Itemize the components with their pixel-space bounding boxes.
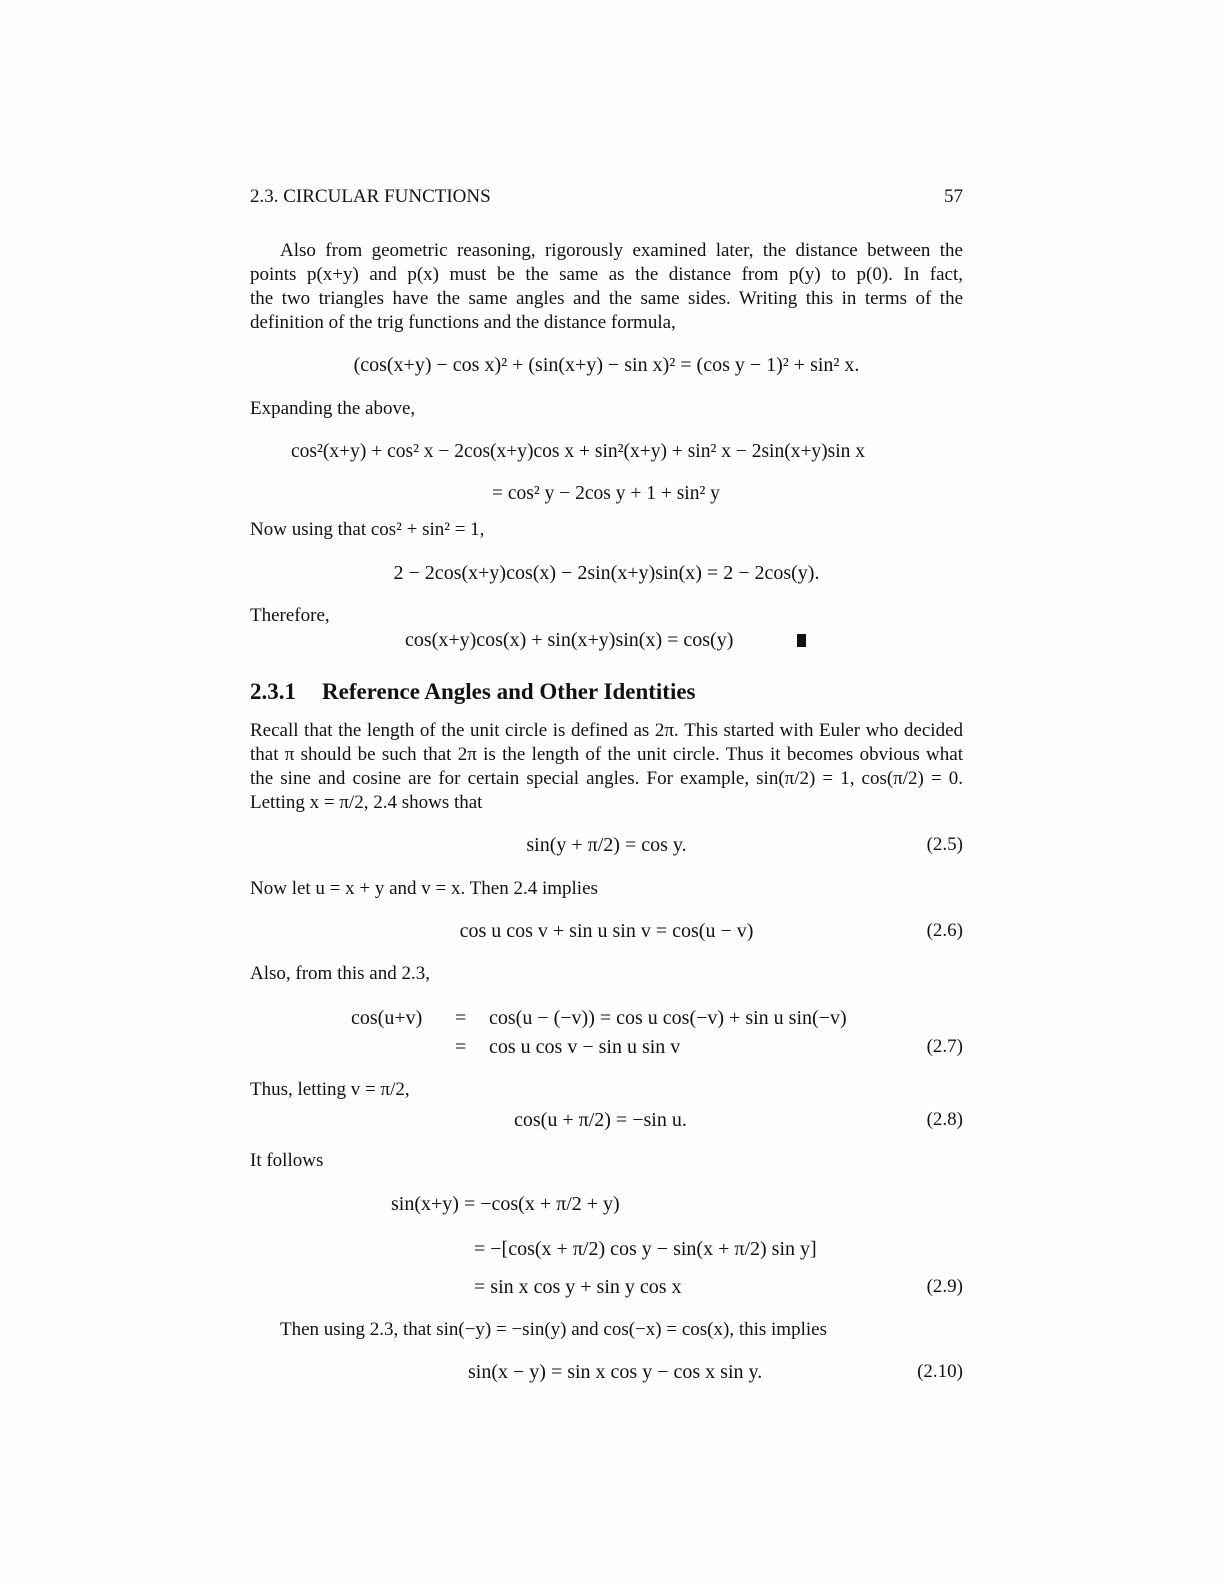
equation-2-7-lhs: cos(u+v): [351, 1007, 423, 1029]
equation-number: (2.10): [917, 1361, 963, 1382]
equation-expand-line2: = cos² y − 2cos y + 1 + sin² y: [492, 483, 720, 504]
paragraph-text: Then using 2.3, that sin(−y) = −sin(y) and cos(−x) = cos(x), this implies: [280, 1319, 827, 1340]
paragraph-text: Now let u = x + y and v = x. Then 2.4 implies: [250, 878, 598, 899]
paragraph-line: the sine and cosine are for certain special angles. For example, sin(π/2) = 1, cos(π/2) = 0.: [250, 768, 963, 789]
equation-number: (2.6): [926, 920, 963, 941]
paragraph-text: Expanding the above,: [250, 398, 416, 419]
paragraph-line: that π should be such that 2π is the length of the unit circle. Thus it becomes obvious what: [250, 744, 963, 765]
section-title: Reference Angles and Other Identities: [322, 679, 696, 704]
paragraph-line: the two triangles have the same angles and the same sides. Writing this in terms of the: [250, 288, 963, 309]
equation-2-9-line1: sin(x+y) = −cos(x + π/2 + y): [391, 1193, 620, 1215]
equation-distance: (cos(x+y) − cos x)² + (sin(x+y) − sin x)² = (cos y − 1)² + sin² x.: [353, 354, 860, 376]
paragraph-line: points p(x+y) and p(x) must be the same as the distance from p(y) to p(0). In fact,: [250, 264, 963, 285]
equation-2-7-rhs1: cos(u − (−v)) = cos u cos(−v) + sin u sin(−v): [489, 1007, 847, 1029]
equation-2-5: sin(y + π/2) = cos y.: [526, 834, 687, 856]
paragraph-text: It follows: [250, 1150, 324, 1171]
paragraph-line: Also from geometric reasoning, rigorously examined later, the distance between the: [280, 240, 963, 261]
equation-expand-line1: cos²(x+y) + cos² x − 2cos(x+y)cos x + sin²(x+y) + sin² x − 2sin(x+y)sin x: [291, 441, 866, 462]
section-heading: [250, 680, 696, 704]
paragraph-text: Therefore,: [250, 605, 330, 626]
paragraph-text: Also, from this and 2.3,: [250, 963, 430, 984]
paragraph-line: Recall that the length of the unit circle is defined as 2π. This started with Euler who decided: [250, 720, 963, 741]
paragraph-line: Letting x = π/2, 2.4 shows that: [250, 792, 483, 813]
paragraph-text: Thus, letting v = π/2,: [250, 1079, 410, 1100]
equation-number: (2.5): [926, 834, 963, 855]
equation-number: (2.9): [926, 1276, 963, 1297]
equation-2-9-line3: = sin x cos y + sin y cos x: [474, 1276, 682, 1298]
equation-result: cos(x+y)cos(x) + sin(x+y)sin(x) = cos(y): [405, 629, 734, 651]
equation-2-9-line2: = −[cos(x + π/2) cos y − sin(x + π/2) sin y]: [474, 1238, 817, 1260]
equation-2-7-relation: =: [455, 1036, 467, 1058]
equation-simplified: 2 − 2cos(x+y)cos(x) − 2sin(x+y)sin(x) = 2 − 2cos(y).: [393, 562, 820, 584]
section-number: 2.3.1: [250, 679, 296, 704]
equation-number: (2.7): [926, 1036, 963, 1057]
equation-2-6: cos u cos v + sin u sin v = cos(u − v): [459, 920, 754, 942]
equation-2-7-rhs2: cos u cos v − sin u sin v: [489, 1036, 681, 1058]
paragraph-line: definition of the trig functions and the distance formula,: [250, 312, 676, 333]
paragraph-text: Now using that cos² + sin² = 1,: [250, 519, 485, 540]
running-header: 2.3. CIRCULAR FUNCTIONS: [250, 186, 491, 207]
equation-2-7-relation: =: [455, 1007, 467, 1029]
equation-2-10: sin(x − y) = sin x cos y − cos x sin y.: [468, 1361, 763, 1383]
qed-box: [797, 634, 806, 647]
equation-2-8: cos(u + π/2) = −sin u.: [514, 1109, 687, 1131]
equation-number: (2.8): [926, 1109, 963, 1130]
page-number: 57: [944, 186, 963, 207]
